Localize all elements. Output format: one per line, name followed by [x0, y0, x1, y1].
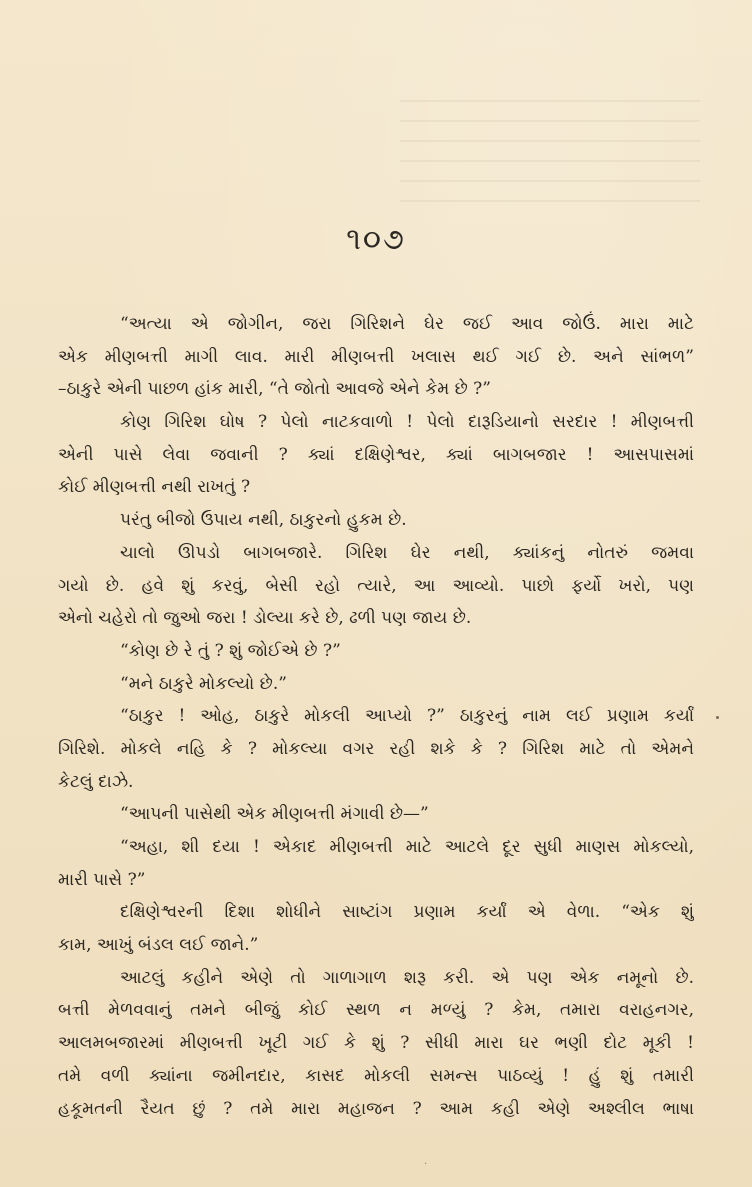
text-line: કેટલું દાઝે. — [58, 771, 134, 792]
text-line: “અત્યા એ જોગીન, જરા ગિરિશને ઘેર જઈ આવ જોઉં. મારા માટે — [120, 314, 694, 334]
text-line: એનો ચહેરો તો જુઓ જરા ! ડોલ્યા કરે છે, ઢળી પણ જાય છે. — [58, 608, 472, 629]
text-line: એક મીણબત્તી માગી લાવ. મારી મીણબત્તી ખલાસ થઈ ગઈ છે. અને સાંભળ” — [58, 346, 694, 367]
text-line: એની પાસે લેવા જવાની ? ક્યાં દક્ષિણેશ્વર, ક્યાં બાગબજાર ! આસપાસમાં — [58, 444, 694, 465]
bottom-mark: · — [424, 1159, 428, 1170]
text-line: કામ, આખું બંડલ લઈ જાને.” — [58, 935, 259, 956]
text-line: “મને ઠાકુરે મોકલ્યો છે.” — [120, 673, 287, 694]
body-text — [58, 308, 694, 1125]
page-number: ૧૦૭ — [346, 222, 406, 257]
text-line: તમે વળી ક્યાંના જમીનદાર, કાસદ મોકલી સમન્સ પાઠવ્યું ! હું શું તમારી — [58, 1065, 694, 1086]
text-line: કોણ ગિરિશ ઘોષ ? પેલો નાટકવાળો ! પેલો દારૂડિયાનો સરદાર ! મીણબત્તી — [120, 412, 694, 433]
paper-speck — [716, 716, 719, 719]
text-line: ચાલો ઊપડો બાગબજારે. ગિરિશ ઘેર નથી, ક્યાંકનું નોતરું જમવા — [120, 542, 694, 563]
show-through-texture — [400, 100, 700, 220]
text-line: –ઠાકુરે એની પાછળ હાંક મારી, “તે જોતો આવજે એને કેમ છે ?” — [58, 379, 491, 400]
text-line: આલમબજારમાં મીણબત્તી ખૂટી ગઈ કે શું ? સીધી મારા ઘર ભણી દોટ મૂકી ! — [58, 1033, 694, 1054]
text-line: “અહા, શી દયા ! એકાદ મીણબત્તી માટે આટલે દૂર સુધી માણસ મોકલ્યો, — [120, 837, 694, 857]
text-line: મારી પાસે ?” — [58, 869, 146, 890]
text-line: “ઠાકુર ! ઓહ, ઠાકુરે મોકલી આપ્યો ?” ઠાકુરનું નામ લઈ પ્રણામ કર્યાં — [120, 706, 694, 727]
text-line: ગયો છે. હવે શું કરવું, બેસી રહો ત્યારે, આ આવ્યો. પાછો ફર્યો ખરો, પણ — [58, 575, 694, 596]
text-line: કોઈ મીણબત્તી નથી રાખતું ? — [58, 477, 251, 498]
text-line: “કોણ છે રે તું ? શું જોઈએ છે ?” — [120, 640, 341, 661]
text-line: બત્તી મેળવવાનું તમને બીજું કોઈ સ્થળ ન મળ્યું ? કેમ, તમારા વરાહનગર, — [58, 1000, 694, 1021]
text-line: ગિરિશે. મોકલે નહિ કે ? મોકલ્યા વગર રહી શકે કે ? ગિરિશ માટે તો એમને — [58, 738, 694, 759]
text-line: દક્ષિણેશ્વરની દિશા શોધીને સાષ્ટાંગ પ્રણામ કર્યાં એ વેળા. “એક શું — [120, 902, 694, 923]
text-line: પરંતુ બીજો ઉપાય નથી, ઠાકુરનો હુકમ છે. — [120, 510, 407, 531]
text-line: આટલું કહીને એણે તો ગાળાગાળ શરૂ કરી. એ પણ એક નમૂનો છે. — [120, 967, 694, 988]
text-line: હકૂમતની રૈયત છું ? તમે મારા મહાજન ? આમ કહી એણે અશ્લીલ ભાષા — [58, 1098, 694, 1119]
text-line: “આપની પાસેથી એક મીણબત્તી મંગાવી છે—” — [120, 804, 429, 825]
